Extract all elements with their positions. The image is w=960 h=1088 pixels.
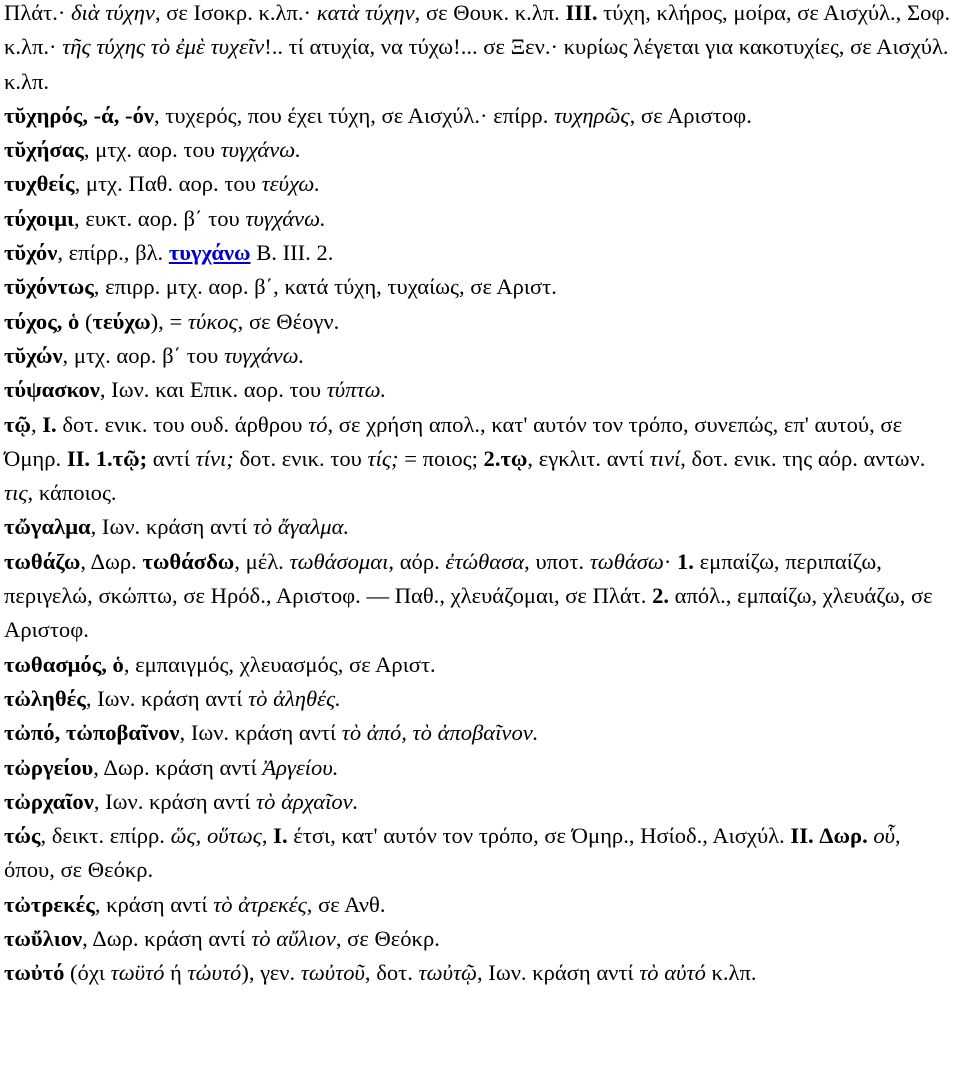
definition-text: , σε Ανθ. bbox=[306, 891, 386, 917]
dictionary-entries bbox=[4, 0, 956, 991]
headword-text: II. bbox=[790, 823, 814, 849]
dictionary-entry-tychon-adv bbox=[4, 236, 956, 270]
italic-form-text: τις bbox=[4, 480, 28, 506]
definition-text: , σε Ισοκρ. κ.λπ.· bbox=[154, 0, 317, 25]
definition-text: · bbox=[663, 548, 677, 574]
definition-text: !.. τί ατυχία, να τύχω!... σε Ξεν.· κυρίως λέγεται για κακοτυχίες, σε Αισχύλ. κ.λπ. bbox=[4, 34, 955, 94]
headword-text: τῠχηρός, -ά, -όν bbox=[4, 102, 154, 128]
dictionary-entry-continuation bbox=[4, 0, 956, 99]
headword-text: τωθάζω bbox=[4, 548, 81, 574]
definition-text: , Ιων. κράση αντί bbox=[90, 514, 253, 540]
definition-text: , υποτ. bbox=[524, 548, 590, 574]
italic-form-text: τωθάσω bbox=[589, 548, 664, 574]
headword-text: 1. bbox=[677, 548, 694, 574]
definition-text: , bbox=[261, 823, 274, 849]
definition-text: , όπου, σε Θεόκρ. bbox=[4, 823, 907, 883]
dictionary-entry-torchaion bbox=[4, 785, 956, 819]
dictionary-entry-totrekes bbox=[4, 888, 956, 922]
italic-form-text: τὸ ἀπό, τὸ ἀποβαῖνον. bbox=[341, 720, 539, 746]
definition-text: = ποιος; bbox=[398, 445, 484, 471]
definition-text: , Ιων. κράση αντί bbox=[85, 685, 249, 711]
italic-form-text: τίς; bbox=[367, 445, 399, 471]
definition-text: , σε χρήση απολ., κατ' αυτόν τον τρόπο, συνεπώς, επ' αυτού, σε Όμηρ. bbox=[4, 411, 908, 471]
headword-text: τὠργείου bbox=[4, 754, 94, 780]
dictionary-entry-tychtheis bbox=[4, 167, 956, 201]
definition-text: δοτ. ενικ. του bbox=[233, 445, 368, 471]
italic-form-text: τὸ ἀτρεκές bbox=[213, 891, 307, 917]
dictionary-entry-topo bbox=[4, 716, 956, 750]
italic-form-text: οὗ bbox=[873, 823, 896, 849]
headword-text: τὠρχαῖον bbox=[4, 788, 94, 814]
italic-form-text: τωὐτῷ bbox=[418, 960, 477, 986]
italic-form-text: τὸ ἄγαλμα. bbox=[252, 514, 350, 540]
definition-text: , Ιων. κράση αντί bbox=[179, 720, 342, 746]
definition-text: , μτχ. αορ. β΄ του bbox=[62, 342, 224, 368]
headword-text: τὤγαλμα bbox=[4, 514, 91, 540]
italic-form-text: τινί bbox=[649, 445, 681, 471]
definition-text: τύχη, κλήρος, μοίρα, σε Αισχύλ., Σοφ. κ.λπ.· bbox=[4, 0, 956, 60]
dictionary-entry-tychos bbox=[4, 305, 956, 339]
definition-text: απόλ., εμπαίζω, χλευάζω, σε Αριστοφ. bbox=[4, 583, 938, 643]
headword-text: τύψασκον bbox=[4, 377, 100, 403]
definition-text: (όχι bbox=[64, 960, 111, 986]
headword-text: τώς bbox=[4, 823, 41, 849]
definition-text: , μτχ. αορ. του bbox=[83, 137, 221, 163]
definition-text: , Δωρ. bbox=[80, 548, 143, 574]
definition-text: ή bbox=[164, 960, 188, 986]
italic-form-text: τό bbox=[308, 411, 328, 437]
headword-text: τῠχόντως bbox=[4, 274, 94, 300]
definition-text: , εγκλιτ. αντί bbox=[527, 445, 650, 471]
definition-text: , Ιων. κράση αντί bbox=[477, 960, 640, 986]
definition-text: έτσι, κατ' αυτόν τον τρόπο, σε Όμηρ., Ησίοδ., Αισχύλ. bbox=[287, 823, 791, 849]
dictionary-entry-tychon-ptc bbox=[4, 339, 956, 373]
italic-form-text: τύκος bbox=[187, 308, 238, 334]
definition-text: , δοτ. bbox=[364, 960, 419, 986]
definition-text: , σε Θέογν. bbox=[237, 308, 340, 334]
italic-form-text: τύπτω. bbox=[326, 377, 387, 403]
dictionary-entry-tothasmos bbox=[4, 648, 956, 682]
headword-text: I. bbox=[273, 823, 288, 849]
headword-text: I. bbox=[42, 411, 57, 437]
dictionary-entry-torgeiou bbox=[4, 751, 956, 785]
definition-text: εμπαίζω, περιπαίζω, περιγελώ, σκώπτω, σε Ηρόδ., Αριστοφ. — Παθ., χλευάζομαι, σε Πλάτ. bbox=[4, 548, 888, 609]
cross-reference-link[interactable]: τυγχάνω bbox=[168, 240, 251, 266]
italic-form-text: τυχηρῶς bbox=[554, 102, 630, 128]
headword-text: τῷ bbox=[4, 411, 31, 437]
italic-form-text: τυγχάνω. bbox=[223, 342, 305, 368]
dictionary-entry-tychesas bbox=[4, 133, 956, 167]
headword-text: τὠπό, τὠποβαῖνον bbox=[4, 720, 180, 746]
italic-form-text: διὰ τύχην bbox=[71, 0, 155, 25]
italic-form-text: ἐτώθασα bbox=[445, 548, 525, 574]
definition-text: B. III. 2. bbox=[250, 240, 334, 266]
headword-text: τωθάσδω bbox=[142, 548, 235, 574]
headword-text: τωὔλιον bbox=[4, 926, 83, 952]
definition-text: , εμπαιγμός, χλευασμός, σε Αριστ. bbox=[123, 651, 436, 677]
definition-text: ), γεν. bbox=[241, 960, 301, 986]
definition-text: , επιρρ. μτχ. αορ. β΄, κατά τύχη, τυχαίως, σε Αριστ. bbox=[93, 274, 557, 300]
italic-form-text: τωθάσομαι bbox=[289, 548, 389, 574]
italic-form-text: τεύχω. bbox=[261, 171, 321, 197]
italic-form-text: τὸ ἀρχαῖον. bbox=[256, 788, 359, 814]
headword-text: II. 1.τῷ; bbox=[66, 445, 148, 471]
italic-form-text: τὸ αὐτό bbox=[639, 960, 706, 986]
definition-text: ), = bbox=[150, 308, 188, 334]
italic-form-text: τωὐτοῦ bbox=[300, 960, 365, 986]
dictionary-entry-tychontos bbox=[4, 270, 956, 304]
dictionary-entry-tychoimi bbox=[4, 202, 956, 236]
definition-text: , σε Θουκ. κ.λπ. bbox=[414, 0, 566, 25]
headword-text: τυχθείς bbox=[4, 171, 75, 197]
dictionary-entry-to bbox=[4, 408, 956, 511]
dictionary-entry-tougalma bbox=[4, 510, 956, 544]
italic-form-text: Ἀργείου. bbox=[262, 754, 339, 780]
headword-text: τὠτρεκές bbox=[4, 891, 95, 917]
definition-text: ( bbox=[79, 308, 93, 334]
dictionary-entry-toulion bbox=[4, 922, 956, 956]
headword-text: τωθασμός, ὁ bbox=[4, 651, 124, 677]
dictionary-entry-toletes bbox=[4, 682, 956, 716]
definition-text: , Δωρ. κράση αντί bbox=[82, 926, 252, 952]
italic-form-text: τὸ ἀληθές. bbox=[248, 685, 341, 711]
definition-text: , τυχερός, που έχει τύχη, σε Αισχύλ.· επίρρ. bbox=[153, 102, 555, 128]
definition-text: , επίρρ., βλ. bbox=[57, 240, 169, 266]
italic-form-text: τυγχάνω. bbox=[245, 205, 326, 231]
definition-text: , κάποιος. bbox=[27, 480, 117, 506]
dictionary-entry-tycheros bbox=[4, 99, 956, 133]
dictionary-entry-touto bbox=[4, 956, 956, 990]
definition-text: , δεικτ. επίρρ. bbox=[40, 823, 171, 849]
definition-text: δοτ. ενικ. του ουδ. άρθρου bbox=[56, 411, 309, 437]
definition-text: , σε Αριστοφ. bbox=[629, 102, 752, 128]
definition-text: , μτχ. Παθ. αορ. του bbox=[74, 171, 262, 197]
headword-text: τῠχήσας bbox=[4, 137, 84, 163]
definition-text: Πλάτ.· bbox=[4, 0, 72, 25]
italic-form-text: τὸ αὔλιον bbox=[251, 926, 336, 952]
definition-text: , μέλ. bbox=[234, 548, 290, 574]
italic-form-text: τυγχάνω. bbox=[220, 137, 301, 163]
definition-text: , ευκτ. αορ. β΄ του bbox=[74, 205, 246, 231]
definition-text: αντί bbox=[147, 445, 196, 471]
dictionary-entry-typsaskon bbox=[4, 373, 956, 407]
definition-text: κ.λπ. bbox=[705, 960, 757, 986]
headword-text: τῠχόν bbox=[4, 240, 58, 266]
headword-text: 2.τῳ bbox=[483, 445, 528, 471]
definition-text: , κράση αντί bbox=[94, 891, 214, 917]
dictionary-entry-tothazo bbox=[4, 545, 956, 648]
dictionary-entry-tos bbox=[4, 819, 956, 888]
italic-form-text: τῆς τύχης τὸ ἐμὲ τυχεῖν bbox=[62, 34, 265, 60]
definition-text: , δοτ. ενικ. της αόρ. αντων. bbox=[680, 445, 932, 471]
headword-text: τύχος, ὁ bbox=[4, 308, 80, 334]
headword-text: τεύχω bbox=[92, 308, 151, 334]
definition-text: , Ιων. κράση αντί bbox=[93, 788, 257, 814]
definition-text: , Δωρ. κράση αντί bbox=[93, 754, 263, 780]
headword-text: τύχοιμι bbox=[4, 205, 75, 231]
headword-text: 2. bbox=[652, 583, 670, 609]
headword-text: Δωρ. bbox=[819, 823, 868, 849]
definition-text: , σε Θεόκρ. bbox=[335, 926, 440, 952]
definition-text: , bbox=[30, 411, 43, 437]
italic-form-text: τωϋτό bbox=[110, 960, 165, 986]
headword-text: τωὐτό bbox=[4, 960, 65, 986]
italic-form-text: ὥς, οὕτως bbox=[170, 823, 262, 849]
headword-text: τὠληθές bbox=[4, 685, 86, 711]
headword-text: III. bbox=[565, 0, 598, 25]
italic-form-text: τὠυτό bbox=[187, 960, 242, 986]
italic-form-text: κατὰ τύχην bbox=[316, 0, 415, 25]
headword-text: τῠχών bbox=[4, 342, 63, 368]
italic-form-text: τίνι; bbox=[195, 445, 234, 471]
definition-text: , Ιων. και Επικ. αορ. του bbox=[99, 377, 327, 403]
definition-text: , αόρ. bbox=[388, 548, 446, 574]
